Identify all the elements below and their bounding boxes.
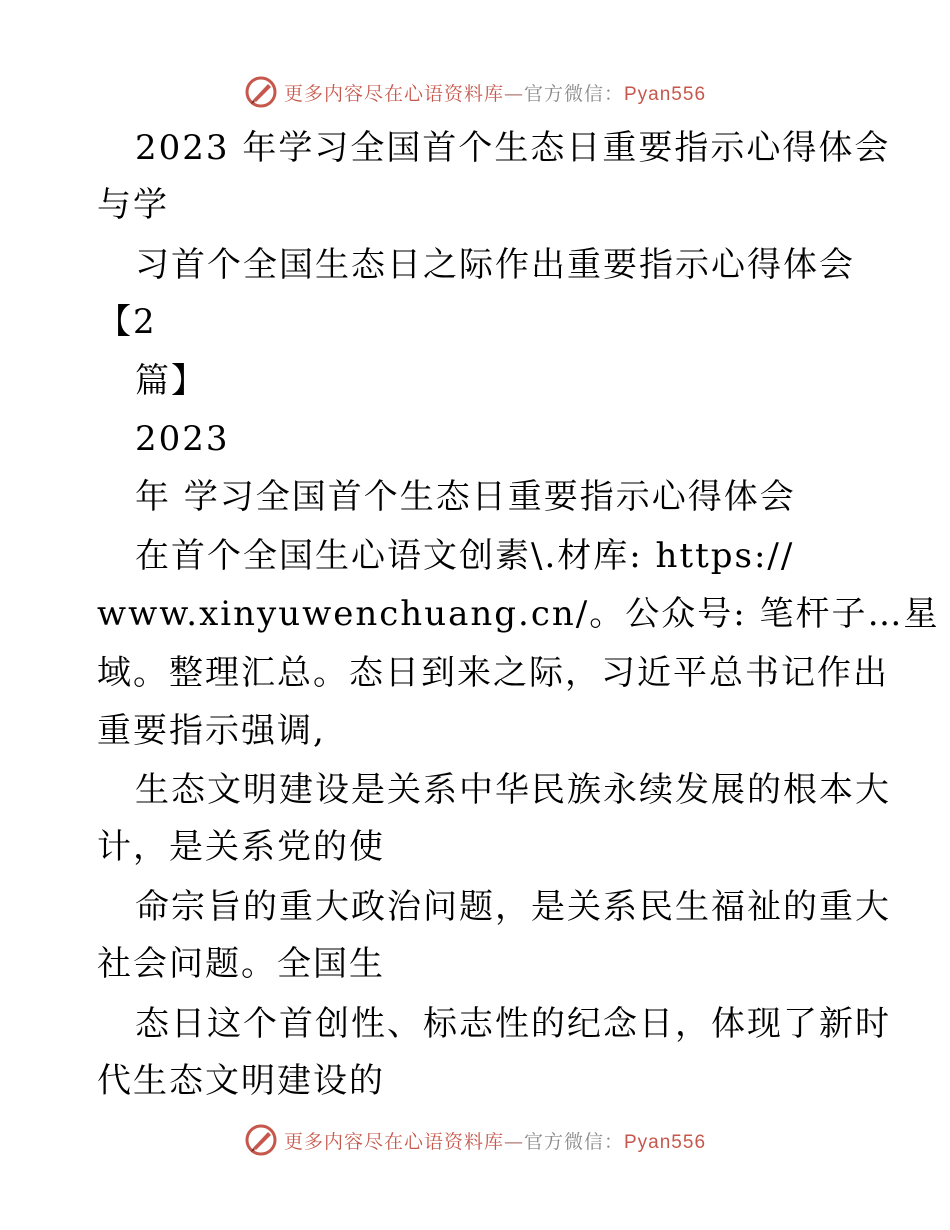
- text-line: 年 学习全国首个生态日重要指示心得体会: [135, 477, 796, 517]
- text-line: 社会问题。全国生: [97, 944, 385, 984]
- text-line: 习首个全国生态日之际作出重要指示心得体会: [135, 245, 855, 285]
- text-line: 2023 年学习全国首个生态日重要指示心得体会: [135, 128, 891, 168]
- text-line: 在首个全国生心语文创素\.材库: https://: [135, 536, 795, 576]
- text-line: 代生态文明建设的: [97, 1061, 385, 1101]
- watermark-text: 更多内容尽在心语资料库—官方微信：Pyan556: [283, 82, 707, 105]
- text-line: 态日这个首创性、标志性的纪念日，体现了新时: [135, 1004, 891, 1044]
- text-line: 域。整理汇总。态日到来之际，习近平总书记作出: [97, 653, 889, 693]
- quill-pen-logo-icon: [244, 75, 278, 109]
- footer-watermark: [0, 1120, 950, 1160]
- text-line: 命宗旨的重大政治问题，是关系民生福祉的重大: [135, 887, 891, 927]
- text-line: 【2: [97, 302, 157, 342]
- header-watermark: [0, 72, 950, 112]
- text-line: www.xinyuwenchuang.cn/。公众号: 笔杆子…星: [97, 594, 940, 634]
- text-line: 生态文明建设是关系中华民族永续发展的根本大: [135, 770, 891, 810]
- watermark-text: 更多内容尽在心语资料库—官方微信：Pyan556: [283, 1130, 707, 1153]
- text-line: 计，是关系党的使: [97, 827, 385, 867]
- text-line: 重要指示强调,: [97, 711, 326, 751]
- text-line: 与学: [97, 185, 169, 225]
- quill-pen-logo-icon: [244, 1123, 278, 1157]
- text-line: 2023: [135, 419, 230, 459]
- text-line: 篇】: [135, 361, 207, 401]
